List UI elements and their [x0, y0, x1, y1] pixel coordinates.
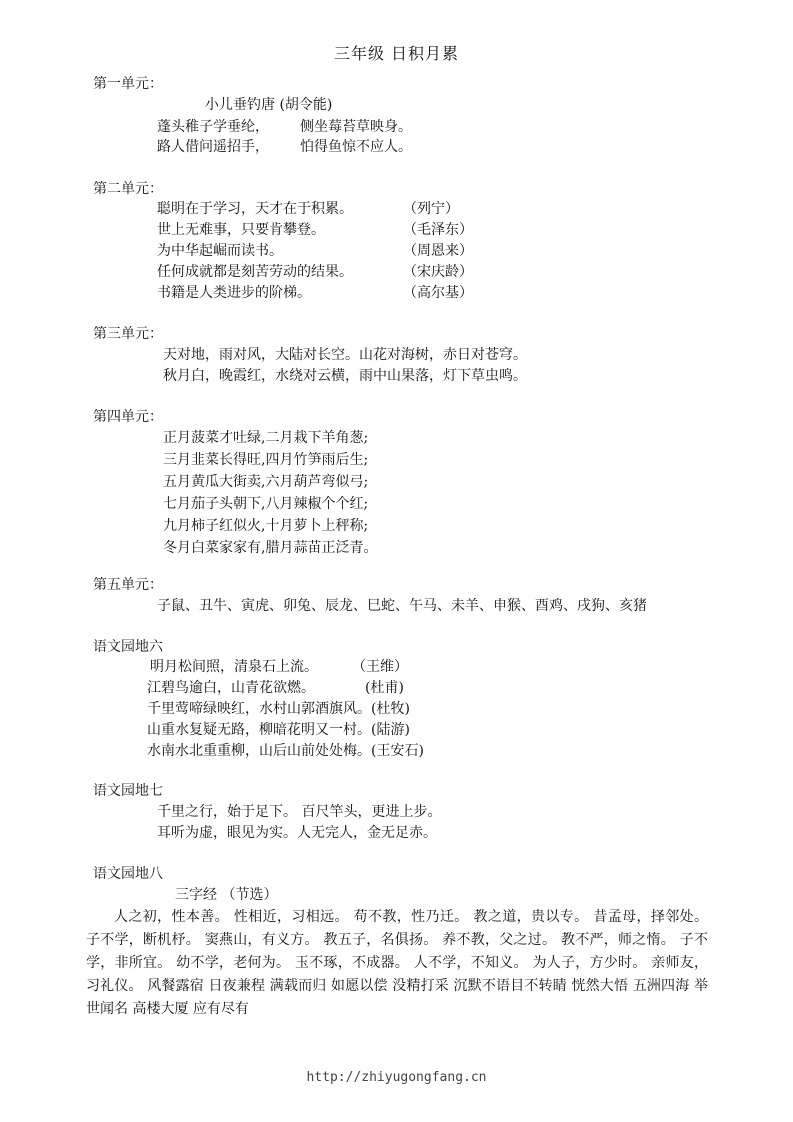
rhyme-line: 三月韭菜长得旺,四月竹笋雨后生;: [163, 452, 369, 468]
quote-author: （周恩来）: [403, 243, 473, 259]
poem-line-2a: 路人借问遥招手，: [157, 139, 269, 155]
poem-verse: 水南水北重重柳，山后山前处处梅。(王安石): [147, 743, 424, 759]
quote-text: 世上无难事，只要肯攀登。: [157, 222, 325, 238]
classic-subtitle: 三字经 （节选）: [175, 887, 278, 903]
rhyme-line: 冬月白菜家家有,腊月蒜苗正泛青。: [163, 540, 378, 556]
quote-author: （毛泽东）: [403, 222, 473, 238]
couplet-line: 天对地，雨对风，大陆对长空。山花对海树，赤日对苍穹。: [163, 347, 527, 363]
quote-author: （宋庆龄）: [403, 264, 473, 280]
classic-paragraph: 人之初，性本善。 性相近，习相远。 苟不教，性乃迁。 教之道，贵以专。 昔孟母，择邻处。 子不学，断机杼。 窦燕山，有义方。 教五子，名俱扬。 养不教，父之过。 教不严，师之惰。 子不学，非所宜。 幼不学，老何为。 玉不琢，不成器。 人不学，不知义。 为人子，方少时。 亲师友，习礼仪。 风餐露宿 日夜兼程 满载而归 如愿以偿 没精打采 沉默不语目不转睛 恍然大悟 五洲四海 举世闻名 高楼大厦 应有尽有: [86, 909, 708, 1017]
couplet-line: 秋月白，晚霞红，水绕对云横，雨中山果落，灯下草虫鸣。: [163, 368, 527, 384]
poem-verse: 山重水复疑无路，柳暗花明又一村。(陆游): [147, 722, 410, 738]
unit5-heading: 第五单元：: [93, 577, 163, 593]
zodiac-line: 子鼠、丑牛、寅虎、卯兔、辰龙、巳蛇、午马、未羊、申猴、酉鸡、戌狗、亥猪: [157, 598, 647, 614]
unit4-heading: 第四单元：: [93, 409, 163, 425]
poem-line-1b: 侧坐莓苔草映身。: [300, 119, 412, 135]
proverb-line: 千里之行，始于足下。 百尺竿头，更进上步。: [157, 804, 442, 820]
quote-text: 为中华起崛而读书。: [157, 243, 283, 259]
garden6-heading: 语文园地六: [93, 639, 163, 655]
poem-line-1a: 蓬头稚子学垂纶，: [157, 119, 269, 135]
unit3-heading: 第三单元：: [93, 326, 163, 342]
proverb-line: 耳听为虚，眼见为实。人无完人，金无足赤。: [157, 825, 437, 841]
poem-line-2b: 怕得鱼惊不应人。: [300, 139, 412, 155]
poem-author: (杜甫): [365, 680, 404, 696]
rhyme-line: 五月黄瓜大街卖,六月葫芦弯似弓;: [163, 474, 369, 490]
poem-author: （王维）: [352, 659, 408, 675]
poem-verse: 千里莺啼绿映红，水村山郭酒旗风。(杜牧): [147, 701, 410, 717]
garden7-heading: 语文园地七: [93, 783, 163, 799]
quote-text: 书籍是人类进步的阶梯。: [157, 285, 311, 301]
quote-author: （高尔基）: [403, 285, 473, 301]
quote-text: 任何成就都是刻苦劳动的结果。: [157, 264, 353, 280]
footer-url: http://zhiyugongfang.cn: [306, 1070, 487, 1085]
rhyme-line: 七月茄子头朝下,八月辣椒个个红;: [163, 496, 369, 512]
garden8-heading: 语文园地八: [93, 866, 163, 882]
unit2-heading: 第二单元：: [93, 181, 163, 197]
poem-title: 小儿垂钓唐 (胡令能): [205, 97, 333, 113]
poem-verse: 明月松间照，清泉石上流。: [150, 659, 318, 675]
unit1-heading: 第一单元：: [93, 76, 163, 92]
rhyme-line: 正月菠菜才吐绿,二月栽下羊角葱;: [163, 430, 369, 446]
quote-author: （列宁）: [403, 201, 459, 217]
rhyme-line: 九月柿子红似火,十月萝卜上秤称;: [163, 518, 369, 534]
page-title: 三年级 日积月累: [333, 44, 460, 63]
quote-text: 聪明在于学习，天才在于积累。: [157, 201, 353, 217]
poem-verse: 江碧鸟逾白，山青花欲燃。: [147, 680, 315, 696]
